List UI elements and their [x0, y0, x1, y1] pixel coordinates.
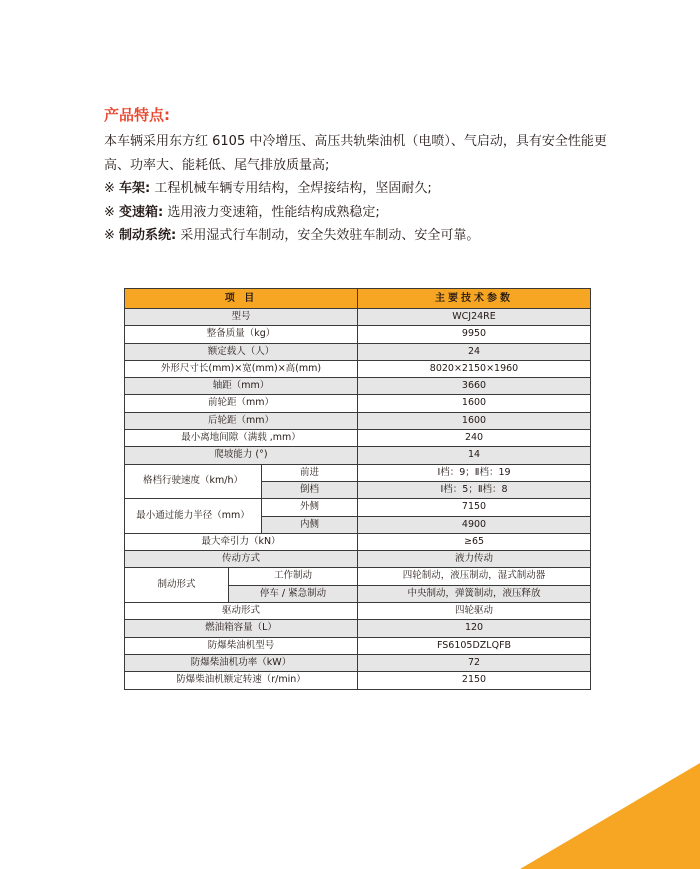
row-value: 四轮驱动: [358, 603, 591, 620]
row-value: WCJ24RE: [358, 309, 591, 326]
table-row: [125, 533, 591, 550]
row-value: 3660: [358, 378, 591, 395]
table-header-row: [125, 289, 591, 309]
row-label: 额定载人（人）: [125, 343, 358, 360]
table-header-params: 主要技术参数: [358, 289, 591, 309]
table-row: [125, 603, 591, 620]
table-row: [125, 568, 591, 585]
row-value: 120: [358, 620, 591, 637]
row-label: 后轮距（mm）: [125, 412, 358, 429]
row-label: 爬坡能力 (°): [125, 447, 358, 464]
row-label: 传动方式: [125, 551, 358, 568]
brake-park-value: 中央制动，弹簧制动，液压释放: [358, 585, 591, 602]
spec-table: [124, 288, 591, 690]
radius-inner-value: 4900: [358, 516, 591, 533]
brake-park-label: 停车 / 紧急制动: [229, 585, 358, 602]
row-value: 1600: [358, 412, 591, 429]
feature-text: 采用湿式行车制动，安全失效驻车制动、安全可靠。: [180, 228, 480, 243]
table-row: [125, 395, 591, 412]
row-value: 2150: [358, 672, 591, 689]
speed-reverse-label: 倒档: [262, 481, 358, 498]
table-row: [125, 499, 591, 516]
radius-outer-label: 外侧: [262, 499, 358, 516]
radius-inner-label: 内侧: [262, 516, 358, 533]
row-value: 9950: [358, 326, 591, 343]
speed-forward-value: Ⅰ档：9；Ⅱ档：19: [358, 464, 591, 481]
feature-item-frame: [104, 177, 624, 201]
bullet-mark: ※: [104, 181, 115, 196]
speed-label: 格档行驶速度（km/h）: [125, 464, 262, 499]
section-title: 产品特点:: [104, 106, 170, 124]
speed-forward-label: 前进: [262, 464, 358, 481]
radius-outer-value: 7150: [358, 499, 591, 516]
table-row: [125, 378, 591, 395]
table-row: [125, 654, 591, 671]
table-row: [125, 430, 591, 447]
feature-item-brake: [104, 224, 624, 248]
table-row: [125, 672, 591, 689]
table-row: [125, 309, 591, 326]
features-block: [104, 130, 624, 248]
feature-label: 车架:: [119, 181, 151, 196]
row-label: 最小离地间隙（满载 ,mm）: [125, 430, 358, 447]
table-row: [125, 464, 591, 481]
row-label: 最大牵引力（kN）: [125, 533, 358, 550]
table-row: [125, 447, 591, 464]
radius-label: 最小通过能力半径（mm）: [125, 499, 262, 534]
corner-decoration: [520, 763, 700, 869]
row-label: 防爆柴油机型号: [125, 637, 358, 654]
row-label: 驱动形式: [125, 603, 358, 620]
row-label: 型号: [125, 309, 358, 326]
row-label: 燃油箱容量（L）: [125, 620, 358, 637]
row-value: ≥65: [358, 533, 591, 550]
row-value: 240: [358, 430, 591, 447]
row-value: 24: [358, 343, 591, 360]
corner-triangle: [520, 763, 700, 869]
row-value: FS6105DZLQFB: [358, 637, 591, 654]
table-row: [125, 326, 591, 343]
row-value: 72: [358, 654, 591, 671]
feature-label: 变速箱:: [119, 204, 164, 220]
brake-label: 制动形式: [125, 568, 229, 603]
row-label: 前轮距（mm）: [125, 395, 358, 412]
row-label: 防爆柴油机额定转速（r/min）: [125, 672, 358, 689]
row-value: 8020×2150×1960: [358, 360, 591, 377]
brake-work-label: 工作制动: [229, 568, 358, 585]
features-intro: 本车辆采用东方红 6105 中冷增压、高压共轨柴油机（电喷）、气启动，具有安全性能更高、功率大、能耗低、尾气排放质量高;: [104, 134, 607, 173]
table-header-item: 项 目: [125, 289, 358, 309]
table-row: [125, 637, 591, 654]
feature-item-gearbox: [104, 201, 624, 225]
row-label: 轴距（mm）: [125, 378, 358, 395]
feature-text: 选用液力变速箱，性能结构成熟稳定;: [167, 204, 380, 220]
row-label: 防爆柴油机功率（kW）: [125, 654, 358, 671]
row-value: 1600: [358, 395, 591, 412]
brake-work-value: 四轮制动，液压制动，湿式制动器: [358, 568, 591, 585]
table-row: [125, 412, 591, 429]
table-row: [125, 360, 591, 377]
feature-label: 制动系统:: [119, 228, 177, 243]
row-label: 外形尺寸长(mm)×宽(mm)×高(mm): [125, 360, 358, 377]
bullet-mark: ※: [104, 228, 115, 243]
table-row: [125, 551, 591, 568]
feature-text: 工程机械车辆专用结构，全焊接结构，坚固耐久;: [154, 181, 432, 196]
row-label: 整备质量（kg）: [125, 326, 358, 343]
bullet-mark: ※: [104, 204, 115, 220]
row-value: 液力传动: [358, 551, 591, 568]
table-row: [125, 343, 591, 360]
table-row: [125, 620, 591, 637]
row-value: 14: [358, 447, 591, 464]
speed-reverse-value: Ⅰ档：5；Ⅱ档：8: [358, 481, 591, 498]
